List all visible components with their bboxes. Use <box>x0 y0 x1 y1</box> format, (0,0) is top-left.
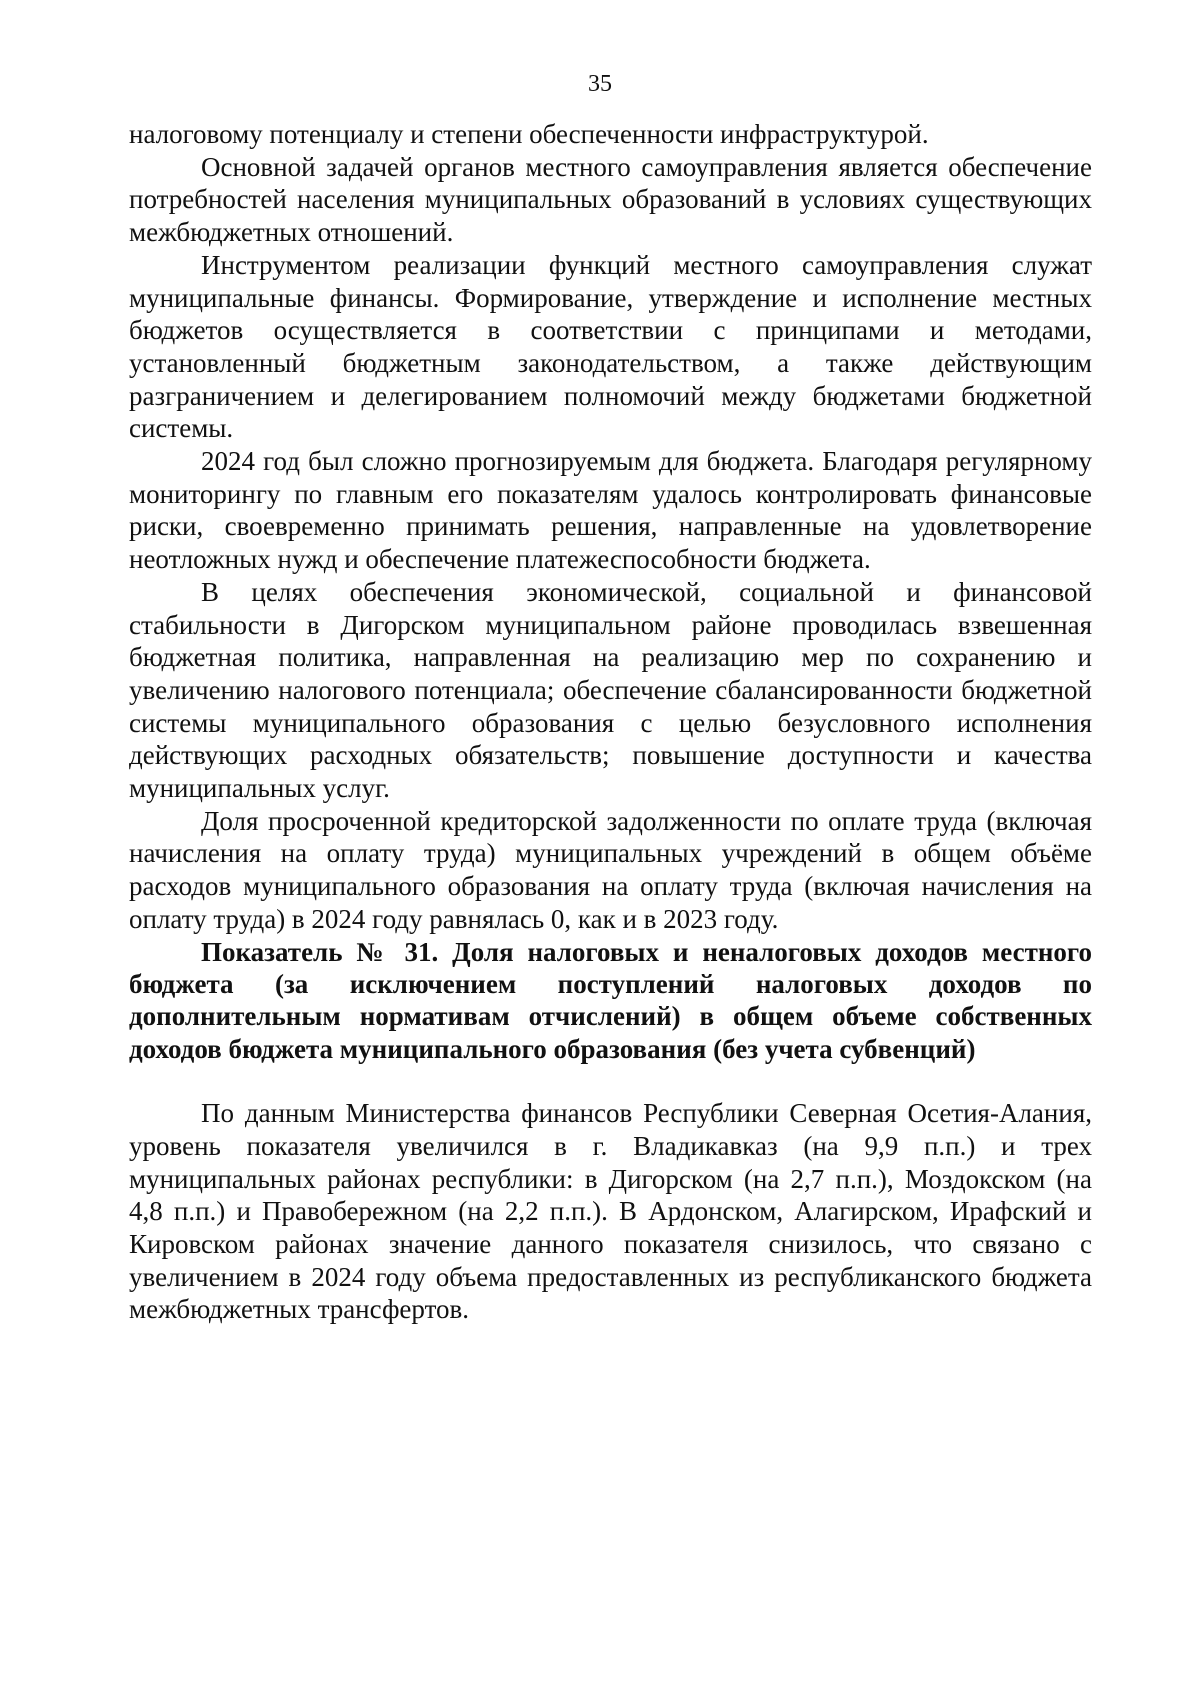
paragraph-municipal-finance: Инструментом реализации функций местного самоуправления служат муниципальные финансы. Формирование, утверждение и исполнение местных бюджетов осуществляется в соответствии с принципами и методами, установленный бюджетным законодательством, а также действующим разграничением и делегированием полномочий между бюджетами бюджетной системы. <box>129 249 1092 444</box>
paragraph-continuation: налоговому потенциалу и степени обеспеченности инфраструктурой. <box>129 119 929 149</box>
paragraph-2024-budget: 2024 год был сложно прогнозируемым для бюджета. Благодаря регулярному мониторингу по главным его показателям удалось контролировать финансовые риски, своевременно принимать решения, направленные на удовлетворение неотложных нужд и обеспечение платежеспособности бюджета. <box>129 446 1092 575</box>
paragraph-indicator-31: По данным Министерства финансов Республики Северная Осетия-Алания, уровень показателя увеличился в г. Владикавказ (на 9,9 п.п.) и трех муниципальных районах республики: в Дигорском (на 2,7 п.п.), Моздокском (на 4,8 п.п.) и Правобережном (на 2,2 п.п.). В Ардонском, Алагирском, Ирафский и Кировском районах значение данного показателя снизилось, что связано с увеличением в 2024 году объема предоставленных из республиканского бюджета межбюджетных трансфертов. <box>129 1098 1092 1325</box>
page-number: 35 <box>588 71 612 97</box>
paragraph-budget-policy: В целях обеспечения экономической, социальной и финансовой стабильности в Дигорском муниципальном районе проводилась взвешенная бюджетная политика, направленная на реализацию мер по сохранению и увеличению налогового потенциала; обеспечение сбалансированности бюджетной системы муниципального образования с целью безусловного исполнения действующих расходных обязательств; повышение доступности и качества муниципальных услуг. <box>129 576 1092 804</box>
section-heading: Показатель № 31. Доля налоговых и неналоговых доходов местного бюджета (за исключением поступлений налоговых доходов по дополнительным нормативам отчислений) в общем объеме собственных доходов бюджета муниципального образования (без учета субвенций) <box>129 936 1092 1064</box>
paragraph-main-task: Основной задачей органов местного самоуправления является обеспечение потребностей населения муниципальных образований в условиях существующих межбюджетных отношений. <box>129 151 1092 248</box>
document-body <box>129 118 1092 1326</box>
paragraph-overdue-debt: Доля просроченной кредиторской задолженности по оплате труда (включая начисления на оплату труда) муниципальных учреждений в общем объёме расходов муниципального образования на оплату труда (включая начисления на оплату труда) в 2024 году равнялась 0, как и в 2023 году. <box>129 805 1092 934</box>
